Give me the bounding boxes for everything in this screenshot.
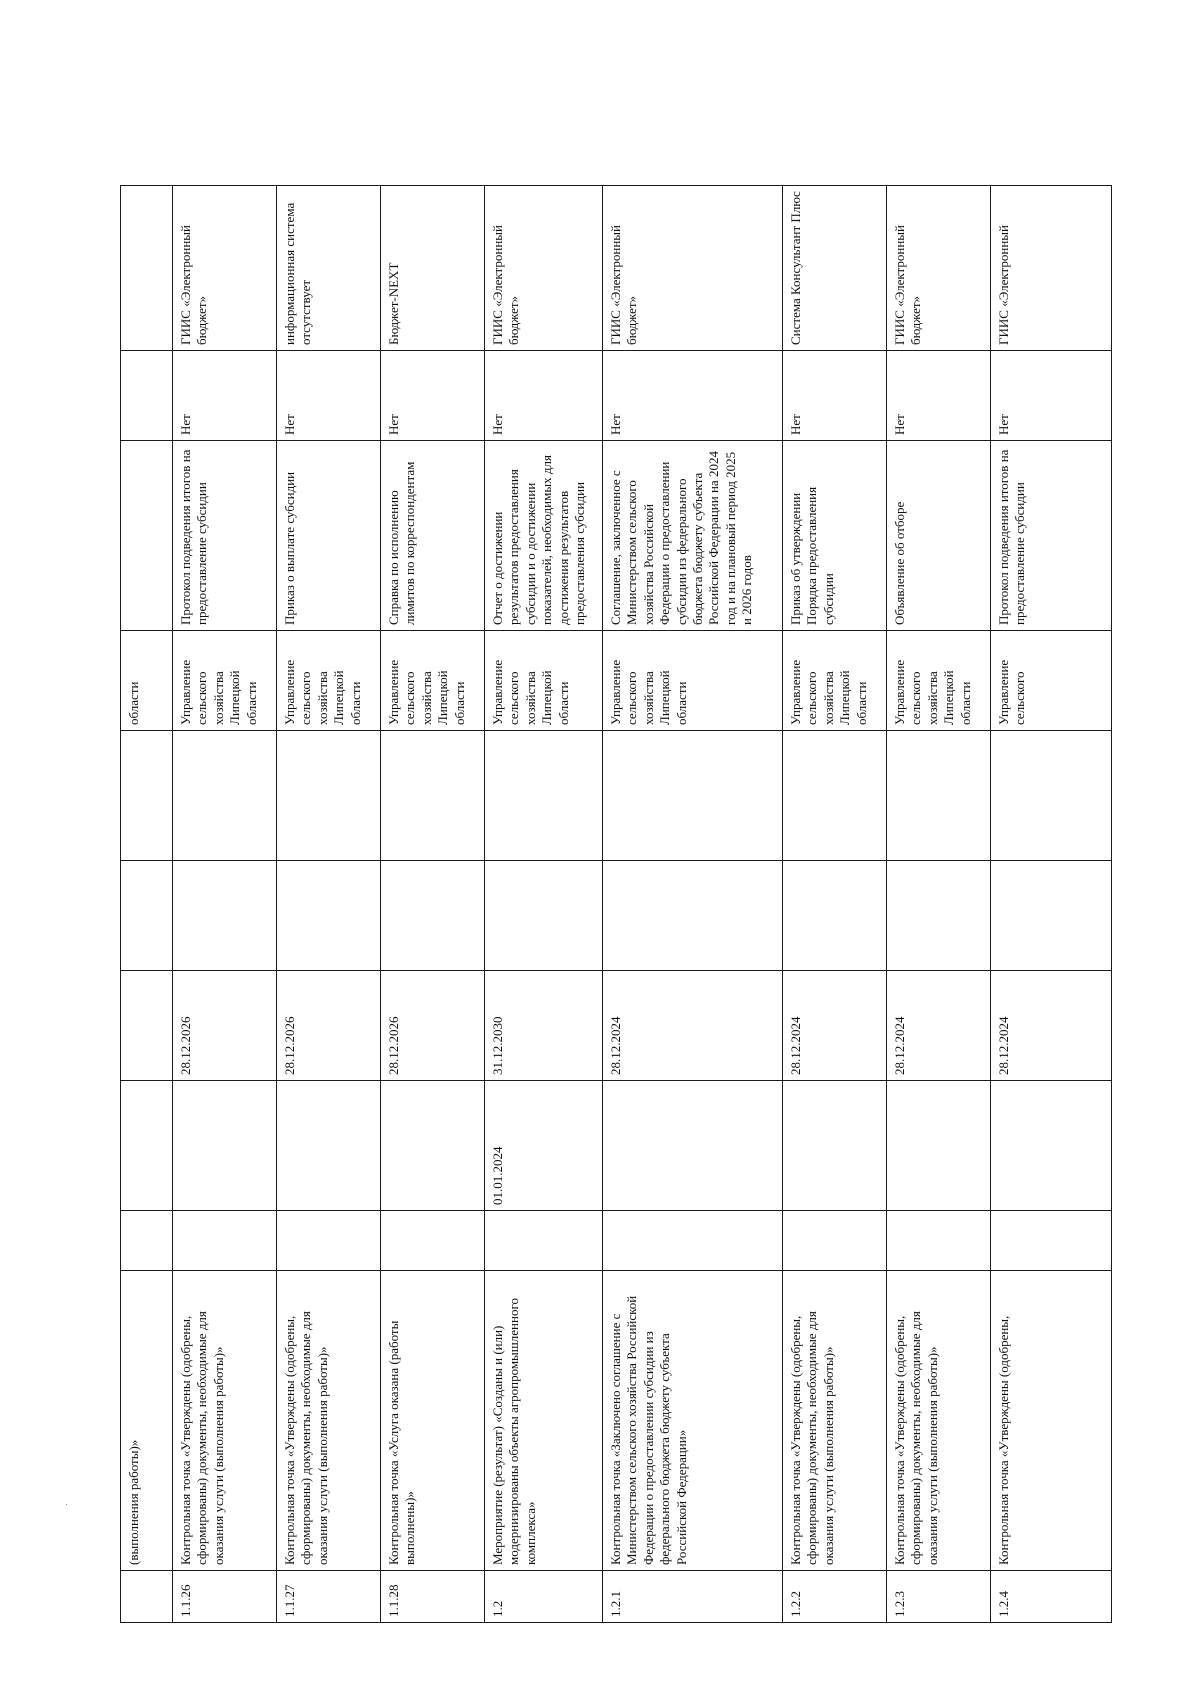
cell-start-date: 01.01.2024 — [485, 1081, 603, 1211]
cell-document — [121, 441, 173, 631]
cell-row-number: 1.2.4 — [991, 1571, 1112, 1623]
cell-item-name: Контрольная точка «Утверждены (одобрены, — [991, 1271, 1112, 1571]
cell-flag — [121, 351, 173, 441]
cell-information-system: ГИИС «Электронный бюджет» — [173, 186, 277, 351]
cell-responsible: Управление сельского хозяйства Липецкой области — [485, 631, 603, 731]
cell-blank-col — [887, 731, 991, 861]
cell-document: Справка по исполнению лимитов по корреспондентам — [381, 441, 485, 631]
cell-row-number: 1.2.3 — [887, 1571, 991, 1623]
cell-end-date: 31.12.2030 — [485, 971, 603, 1081]
cell-document: Соглашение, заключенное с Министерством сельского хозяйства Российской Федерации о предоставлении субсидии из федерального бюджета бюджету субъекта Российской Федерации на 2024 год и на плановый период 2025 и 2026 годов — [603, 441, 783, 631]
cell-flag: Нет — [277, 351, 381, 441]
cell-blank-col — [603, 861, 783, 971]
cell-blank-col — [121, 731, 173, 861]
cell-document: Отчет о достижении результатов предоставления субсидии и о достижении показателей, необходимых для достижения результатов предоставления субсидии — [485, 441, 603, 631]
cell-information-system: ГИИС «Электронный — [991, 186, 1112, 351]
cell-start-date — [121, 1081, 173, 1211]
cell-information-system: ГИИС «Электронный бюджет» — [485, 186, 603, 351]
table-row-continuation — [121, 186, 173, 1623]
cell-item-name: (выполнения работы)» — [121, 1271, 173, 1571]
cell-information-system: Система Консультант Плюс — [783, 186, 887, 351]
cell-blank-col — [485, 731, 603, 861]
cell-start-date — [991, 1081, 1112, 1211]
cell-responsible: Управление сельского хозяйства Липецкой области — [381, 631, 485, 731]
cell-item-name: Контрольная точка «Утверждены (одобрены, сформированы) документы, необходимые для оказания услуги (выполнения работы)» — [783, 1271, 887, 1571]
table-row — [381, 186, 485, 1623]
cell-blank-col — [991, 861, 1112, 971]
table-row — [991, 186, 1112, 1623]
cell-blank-col — [603, 731, 783, 861]
table-row — [277, 186, 381, 1623]
cell-information-system: информационная система отсутствует — [277, 186, 381, 351]
cell-blank-col — [173, 1211, 277, 1271]
cell-start-date — [783, 1081, 887, 1211]
cell-information-system: Бюджет-NEXT — [381, 186, 485, 351]
cell-responsible: Управление сельского хозяйства Липецкой области — [887, 631, 991, 731]
cell-end-date: 28.12.2024 — [603, 971, 783, 1081]
cell-end-date: 28.12.2026 — [381, 971, 485, 1081]
scan-speck — [66, 1504, 67, 1505]
cell-document: Приказ об утверждении Порядка предоставления субсидии — [783, 441, 887, 631]
cell-row-number: 1.1.26 — [173, 1571, 277, 1623]
table-body — [121, 186, 1112, 1623]
cell-blank-col — [381, 1211, 485, 1271]
cell-row-number — [121, 1571, 173, 1623]
cell-flag: Нет — [783, 351, 887, 441]
cell-information-system: ГИИС «Электронный бюджет» — [887, 186, 991, 351]
cell-document: Протокол подведения итогов на предоставление субсидии — [173, 441, 277, 631]
cell-document: Протокол подведения итогов на предоставление субсидии — [991, 441, 1112, 631]
cell-row-number: 1.1.27 — [277, 1571, 381, 1623]
cell-item-name: Мероприятие (результат) «Созданы и (или) модернизированы объекты агропромышленного комплекса» — [485, 1271, 603, 1571]
cell-blank-col — [381, 731, 485, 861]
cell-row-number: 1.2 — [485, 1571, 603, 1623]
table-row — [173, 186, 277, 1623]
cell-blank-col — [485, 861, 603, 971]
cell-flag: Нет — [991, 351, 1112, 441]
cell-start-date — [603, 1081, 783, 1211]
cell-row-number: 1.1.28 — [381, 1571, 485, 1623]
cell-flag: Нет — [485, 351, 603, 441]
cell-row-number: 1.2.1 — [603, 1571, 783, 1623]
cell-blank-col — [381, 861, 485, 971]
cell-blank-col — [603, 1211, 783, 1271]
cell-end-date: 28.12.2026 — [277, 971, 381, 1081]
cell-blank-col — [277, 731, 381, 861]
cell-item-name: Контрольная точка «Услуга оказана (работы выполнены)» — [381, 1271, 485, 1571]
cell-blank-col — [121, 861, 173, 971]
cell-blank-col — [277, 861, 381, 971]
cell-item-name: Контрольная точка «Утверждены (одобрены, сформированы) документы, необходимые для оказания услуги (выполнения работы)» — [887, 1271, 991, 1571]
cell-start-date — [381, 1081, 485, 1211]
cell-item-name: Контрольная точка «Утверждены (одобрены, сформированы) документы, необходимые для оказания услуги (выполнения работы)» — [173, 1271, 277, 1571]
cell-blank-col — [991, 731, 1112, 861]
cell-flag: Нет — [173, 351, 277, 441]
cell-responsible: Управление сельского — [991, 631, 1112, 731]
cell-responsible: Управление сельского хозяйства Липецкой области — [783, 631, 887, 731]
cell-blank-col — [887, 861, 991, 971]
cell-blank-col — [991, 1211, 1112, 1271]
table-row — [485, 186, 603, 1623]
cell-responsible: Управление сельского хозяйства Липецкой области — [603, 631, 783, 731]
cell-item-name: Контрольная точка «Заключено соглашение с Министерством сельского хозяйства Российской Федерации о предоставлении субсидии из федерального бюджета бюджету субъекта Российской Федерации» — [603, 1271, 783, 1571]
table-row — [783, 186, 887, 1623]
cell-flag: Нет — [381, 351, 485, 441]
cell-start-date — [887, 1081, 991, 1211]
cell-flag: Нет — [887, 351, 991, 441]
cell-end-date: 28.12.2024 — [991, 971, 1112, 1081]
cell-end-date: 28.12.2024 — [887, 971, 991, 1081]
cell-responsible: Управление сельского хозяйства Липецкой области — [173, 631, 277, 731]
rotated-table-wrapper — [120, 186, 1111, 1623]
cell-blank-col — [121, 1211, 173, 1271]
table-row — [603, 186, 783, 1623]
cell-end-date — [121, 971, 173, 1081]
cell-information-system: ГИИС «Электронный бюджет» — [603, 186, 783, 351]
cell-blank-col — [485, 1211, 603, 1271]
cell-blank-col — [173, 731, 277, 861]
cell-blank-col — [783, 1211, 887, 1271]
cell-blank-col — [783, 731, 887, 861]
cell-document: Приказ о выплате субсидии — [277, 441, 381, 631]
cell-end-date: 28.12.2024 — [783, 971, 887, 1081]
cell-blank-col — [887, 1211, 991, 1271]
cell-start-date — [173, 1081, 277, 1211]
cell-start-date — [277, 1081, 381, 1211]
schedule-table — [120, 185, 1112, 1623]
cell-flag: Нет — [603, 351, 783, 441]
cell-end-date: 28.12.2026 — [173, 971, 277, 1081]
cell-document: Объявление об отборе — [887, 441, 991, 631]
cell-information-system — [121, 186, 173, 351]
cell-blank-col — [277, 1211, 381, 1271]
cell-blank-col — [783, 861, 887, 971]
cell-row-number: 1.2.2 — [783, 1571, 887, 1623]
cell-item-name: Контрольная точка «Утверждены (одобрены, сформированы) документы, необходимые для оказания услуги (выполнения работы)» — [277, 1271, 381, 1571]
cell-responsible: Управление сельского хозяйства Липецкой области — [277, 631, 381, 731]
cell-responsible: области — [121, 631, 173, 731]
table-row — [887, 186, 991, 1623]
cell-blank-col — [173, 861, 277, 971]
